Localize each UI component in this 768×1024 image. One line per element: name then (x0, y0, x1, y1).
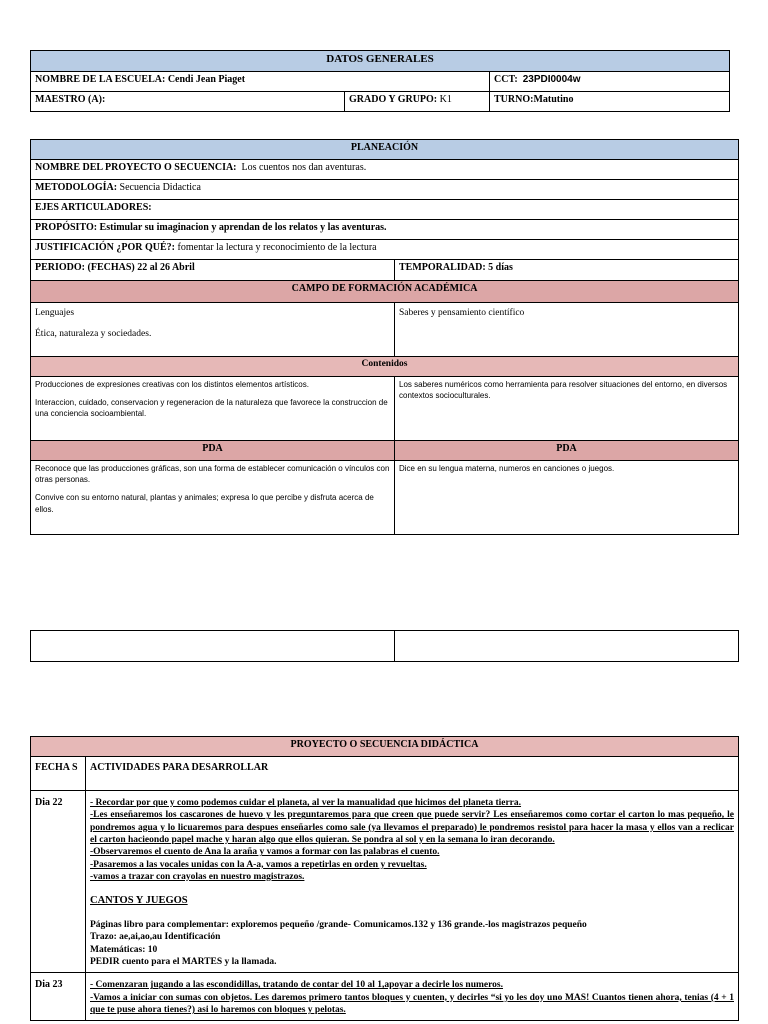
pda-right-cell: Dice en su lengua materna, numeros en canciones o juegos. (395, 461, 739, 535)
empty-left-cell (31, 631, 395, 662)
empty-right-cell (395, 631, 739, 662)
campo-left-cell: Lenguajes Ética, naturaleza y sociedades. (31, 303, 395, 357)
metodologia-cell: METODOLOGÍA: Secuencia Didactica (31, 180, 739, 200)
proyecto-cell: NOMBRE DEL PROYECTO O SECUENCIA: Los cuentos nos dan aventuras. (31, 160, 739, 180)
planeacion-title: PLANEACIÓN (31, 140, 739, 160)
pda-left-title: PDA (31, 441, 395, 461)
day1-matematicas: Matemáticas: 10 (90, 944, 158, 955)
campo-formacion-title: CAMPO DE FORMACIÓN ACADÉMICA (31, 281, 739, 303)
day1-cantos: CANTOS Y JUEGOS (90, 895, 188, 907)
campo-right-cell: Saberes y pensamiento científico (395, 303, 739, 357)
turno-cell: TURNO:Matutino (490, 92, 730, 112)
periodo-cell: PERIODO: (FECHAS) 22 al 26 Abril (31, 260, 395, 281)
day2-actividades (86, 973, 739, 1021)
maestro-cell: MAESTRO (A): (31, 92, 345, 112)
contenidos-left-cell: Producciones de expresiones creativas con los distintos elementos artísticos. Interaccion, cuidado, conservacion y regeneracion de la naturaleza que favorece la construccion de una conciencia socioambiental. (31, 377, 395, 441)
secuencia-title: PROYECTO O SECUENCIA DIDÁCTICA (31, 737, 739, 757)
planeacion-table (30, 139, 739, 535)
cct-cell: CCT: 23PDI0004w (490, 72, 730, 92)
proposito-cell: PROPÓSITO: Estimular su imaginacion y aprendan de los relatos y las aventuras. (31, 220, 739, 240)
day1-paginas: Páginas libro para complementar: exploremos pequeño /grande- Comunicamos.132 y 136 grande.-los magistrazos pequeño (90, 920, 587, 931)
temporalidad-cell: TEMPORALIDAD: 5 días (395, 260, 739, 281)
contenidos-title: Contenidos (31, 357, 739, 377)
day2-fecha: Dia 23 (31, 973, 86, 1021)
pda-right-title: PDA (395, 441, 739, 461)
ejes-cell: EJES ARTICULADORES: (31, 200, 739, 220)
empty-row-table (30, 630, 739, 662)
escuela-cell: NOMBRE DE LA ESCUELA: Cendi Jean Piaget (31, 72, 490, 92)
day1-line-4: -Pasaremos a las vocales unidas con la A-a, vamos a repetirlas en orden y revueltas. (90, 859, 427, 870)
datos-generales-table (30, 50, 730, 112)
day1-line-5: -vamos a trazar con crayolas en nuestro magistrazos. (90, 872, 305, 883)
day1-line-2: -Les enseñaremos los cascarones de huevo y les preguntaremos para que creen que puede servir? Les enseñaremos como cortar el carton lo mas pequeño, le pondremos agua y lo licuaremos para despues enseñarles como sale (ya llevamos el preparado) le pondremos resistol para hacer la masa y ellos van a reclicar el carton hacieondo papel mache y haran algo que ellos quieran. Se pondra al sol y en la semana lo iran decorando. (90, 810, 734, 846)
contenidos-right-cell: Los saberes numéricos como herramienta para resolver situaciones del entorno, en diversos contextos socioculturales. (395, 377, 739, 441)
day1-fecha: Dia 22 (31, 791, 86, 973)
datos-generales-title: DATOS GENERALES (31, 51, 730, 72)
col-fecha-header: FECHA S (31, 757, 86, 791)
secuencia-table (30, 736, 739, 1021)
day1-pedir: PEDIR cuento para el MARTES y la llamada. (90, 957, 277, 968)
day1-trazo: Trazo: ae,ai,ao,au Identificación (90, 932, 221, 943)
pda-left-cell: Reconoce que las producciones gráficas, son una forma de establecer comunicación o vínculos con otras personas. Convive con su entorno natural, plantas y animales; expresa lo que percibe y disfruta acerca de ellos. (31, 461, 395, 535)
day1-actividades (86, 791, 739, 973)
day1-line-3: -Observaremos el cuento de Ana la araña y vamos a formar con las palabras el cuento. (90, 847, 440, 858)
day2-line-2: -Vamos a iniciar con sumas con objetos. Les daremos primero tantos bloques y cuenten, y decirles “si yo les doy uno MAS! Cuantos tienen ahora, tenias (4 + 1 que te puse ahora tienes?) asi lo haremos con bloques y pelotas. (90, 992, 734, 1016)
day2-line-1: - Comenzaran jugando a las escondidillas, tratando de contar del 10 al 1,apoyar a decirle los numeros. (90, 980, 503, 991)
day1-line-1: - Recordar por que y como podemos cuidar el planeta, al ver la manualidad que hicimos del planeta tierra. (90, 798, 522, 808)
col-actividades-header: ACTIVIDADES PARA DESARROLLAR (86, 757, 739, 791)
justificacion-cell: JUSTIFICACIÓN ¿POR QUÉ?: fomentar la lectura y reconocimiento de la lectura (31, 240, 739, 260)
grado-cell: GRADO Y GRUPO: K1 (345, 92, 490, 112)
